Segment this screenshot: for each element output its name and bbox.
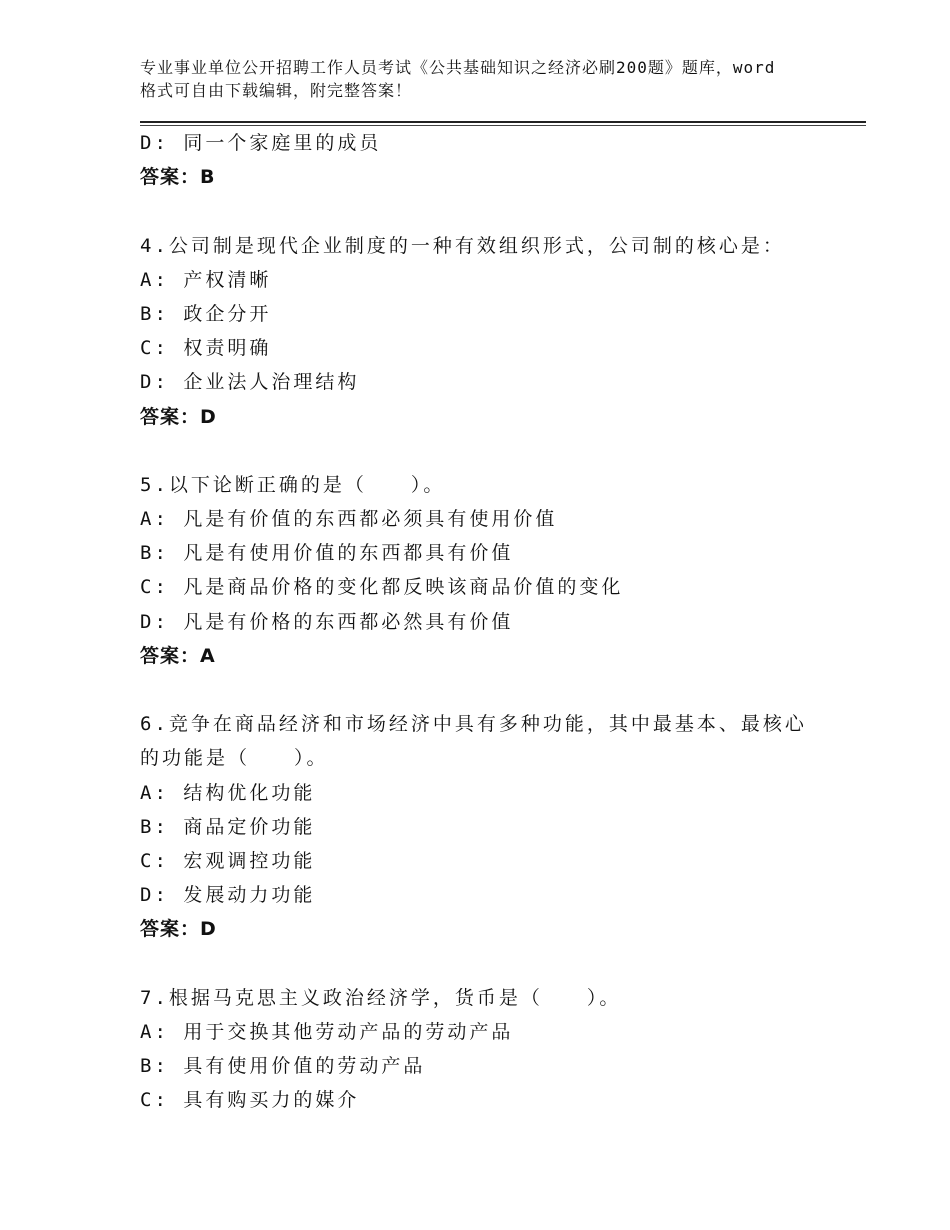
- header-divider: [140, 121, 866, 123]
- option-d: D: 凡是有价格的东西都必然具有价值: [140, 610, 514, 633]
- option-c: C: 宏观调控功能: [140, 849, 316, 872]
- spacer: [140, 434, 840, 468]
- option-c: C: 权责明确: [140, 337, 272, 360]
- option-b: B: 具有使用价值的劳动产品: [140, 1055, 426, 1078]
- option-d: D: 同一个家庭里的成员: [140, 132, 382, 154]
- option-a: A: 产权清晰: [140, 268, 272, 291]
- answer: 答案：A: [140, 644, 216, 667]
- question-6-stem-cont: 的功能是（ ）。: [140, 747, 329, 770]
- option-a: A: 结构优化功能: [140, 781, 316, 804]
- answer: 答案：D: [140, 918, 217, 941]
- question-list: [140, 126, 840, 1117]
- page-header: [140, 56, 780, 102]
- option-a: A: 用于交换其他劳动产品的劳动产品: [140, 1020, 514, 1043]
- option-d: D: 发展动力功能: [140, 884, 316, 907]
- option-b: B: 政企分开: [140, 302, 272, 325]
- option-a: A: 凡是有价值的东西都必须具有使用价值: [140, 508, 558, 531]
- spacer: [140, 947, 840, 981]
- spacer: [140, 673, 840, 707]
- answer: 答案：B: [140, 166, 216, 189]
- header-title: 专业事业单位公开招聘工作人员考试《公共基础知识之经济必刷200题》题库，word格式可自由下载编辑，附完整答案！: [140, 58, 776, 100]
- option-c: C: 具有购买力的媒介: [140, 1089, 360, 1112]
- question-6-stem: 6.竞争在商品经济和市场经济中具有多种功能，其中最基本、最核心: [140, 713, 807, 736]
- spacer: [140, 194, 840, 228]
- question-5-stem: 5.以下论断正确的是（ ）。: [140, 473, 446, 496]
- option-c: C: 凡是商品价格的变化都反映该商品价值的变化: [140, 576, 624, 599]
- option-b: B: 凡是有使用价值的东西都具有价值: [140, 542, 514, 565]
- option-d: D: 企业法人治理结构: [140, 371, 360, 394]
- answer: 答案：D: [140, 405, 217, 428]
- option-b: B: 商品定价功能: [140, 815, 316, 838]
- question-7-stem: 7.根据马克思主义政治经济学，货币是（ ）。: [140, 986, 622, 1009]
- question-4-stem: 4.公司制是现代企业制度的一种有效组织形式，公司制的核心是：: [140, 234, 785, 257]
